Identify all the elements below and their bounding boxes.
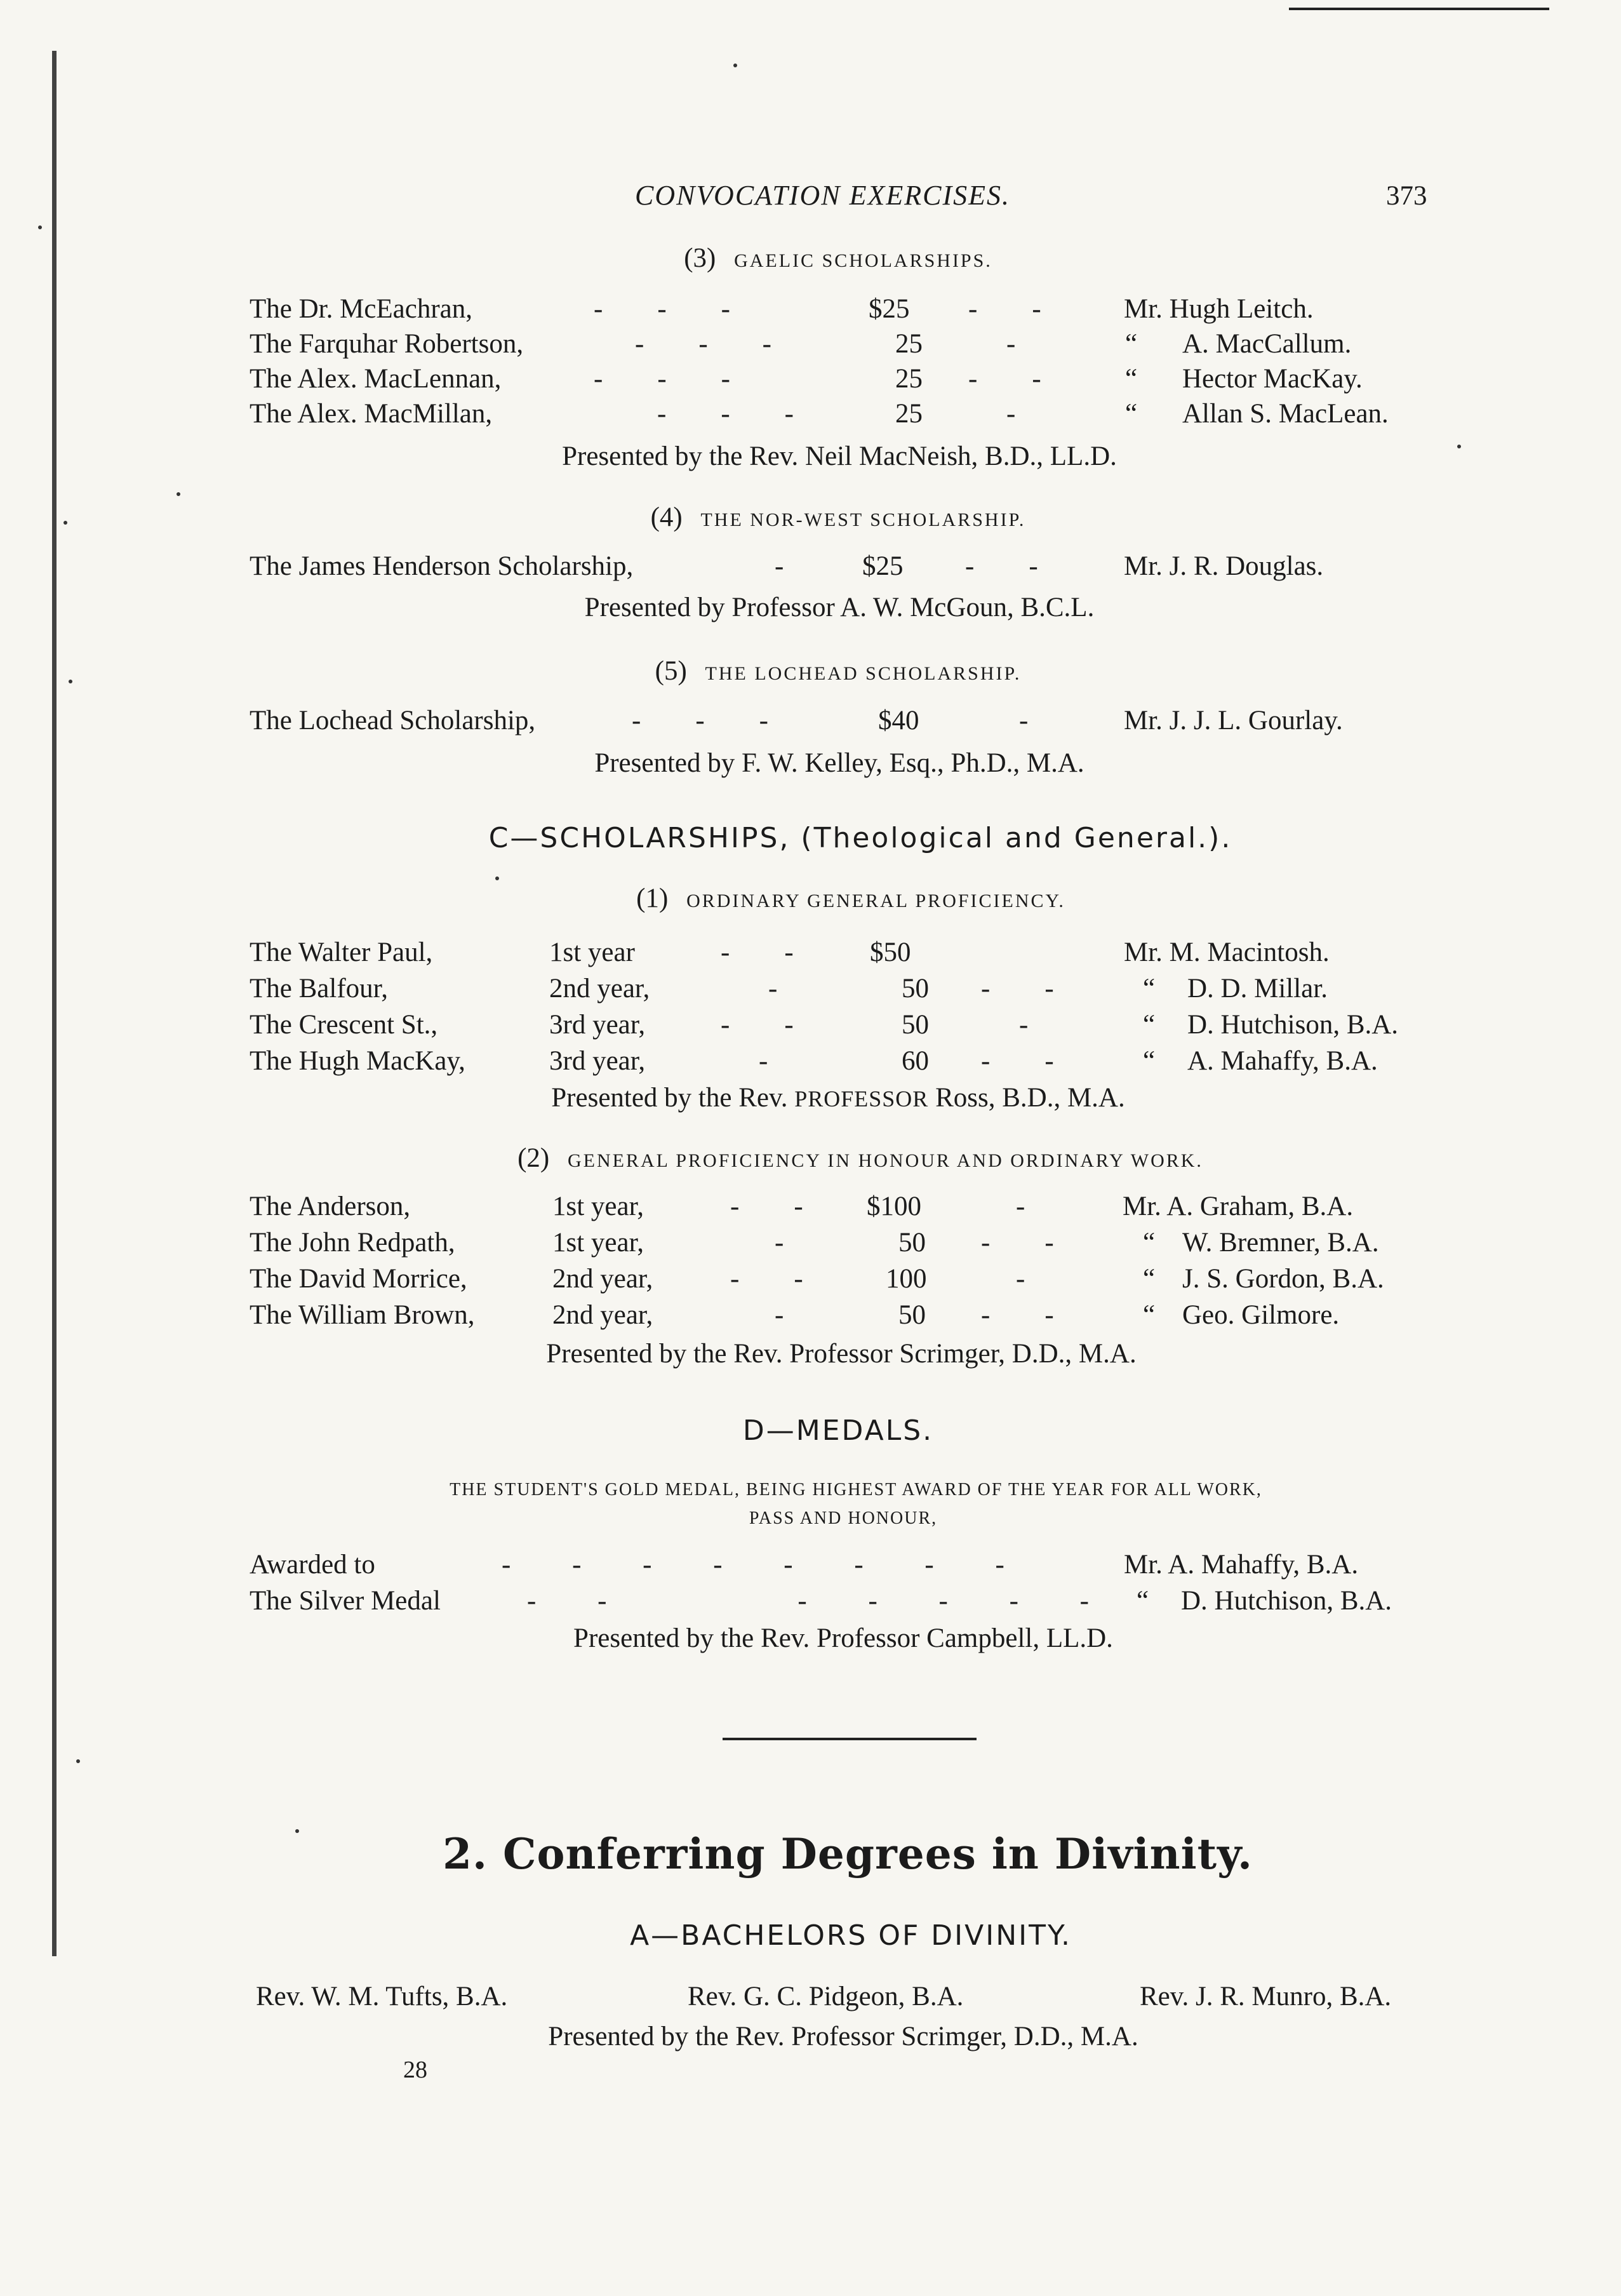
norwest-heading bbox=[651, 504, 1026, 531]
ditto-mark: “ bbox=[1143, 1300, 1156, 1330]
leader-dots: - bbox=[1019, 1010, 1029, 1040]
scholarship-name: The Alex. MacMillan, bbox=[250, 399, 493, 429]
degree-recipient: Rev. J. R. Munro, B.A. bbox=[1140, 1982, 1392, 2011]
ditto-mark: “ bbox=[1143, 1010, 1156, 1040]
amount: 60 bbox=[902, 1046, 929, 1076]
scholarship-name: The Anderson, bbox=[250, 1192, 411, 1221]
ditto-mark: “ bbox=[1125, 329, 1138, 359]
margin-speck bbox=[1457, 445, 1461, 448]
leader-dots: - - bbox=[981, 1300, 1054, 1330]
scholarship-name: The John Redpath, bbox=[250, 1228, 455, 1258]
margin-speck bbox=[295, 1829, 299, 1833]
leader-dots: - - bbox=[968, 364, 1041, 394]
margin-speck bbox=[495, 876, 499, 880]
ditto-mark: “ bbox=[1125, 364, 1138, 394]
scholarship-name: The Hugh MacKay, bbox=[250, 1046, 465, 1076]
leader-dots: - - - bbox=[594, 364, 730, 394]
year: 2nd year, bbox=[552, 1264, 653, 1294]
ditto-mark: “ bbox=[1143, 1046, 1156, 1076]
recipient: Mr. A. Graham, B.A. bbox=[1123, 1192, 1354, 1221]
leader-dots: - - bbox=[981, 974, 1054, 1004]
year: 1st year, bbox=[552, 1228, 644, 1258]
ditto-mark: “ bbox=[1137, 1586, 1149, 1616]
presented-by: Presented by the Rev. Professor Scrimger, D.D., M.A. bbox=[546, 1339, 1137, 1369]
recipient: Allan S. MacLean. bbox=[1182, 399, 1389, 429]
scholarship-name: The David Morrice, bbox=[250, 1264, 467, 1294]
leader-dots: - - - - - - - - bbox=[502, 1550, 1004, 1580]
leader-dots: - bbox=[775, 551, 784, 581]
margin-speck bbox=[76, 1759, 80, 1763]
scholarship-name: The Dr. McEachran, bbox=[250, 294, 473, 324]
gaelic-heading bbox=[684, 245, 992, 272]
section-d-title: D—MEDALS. bbox=[742, 1414, 934, 1447]
leader-dots: - bbox=[1016, 1192, 1025, 1221]
scholarship-name: The Alex. MacLennan, bbox=[250, 364, 502, 394]
page-number: 373 bbox=[1386, 181, 1427, 211]
year: 1st year bbox=[549, 937, 635, 967]
presented-by: Presented by Professor A. W. McGoun, B.C.L. bbox=[584, 593, 1095, 622]
heading-label: THE NOR-WEST SCHOLARSHIP. bbox=[700, 509, 1026, 530]
year: 3rd year, bbox=[549, 1010, 646, 1040]
ditto-mark: “ bbox=[1143, 974, 1156, 1004]
amount: $50 bbox=[870, 937, 911, 967]
amount: 25 bbox=[895, 399, 923, 429]
margin-speck bbox=[733, 64, 737, 67]
section-c-title: C—SCHOLARSHIPS, (Theological and General.). bbox=[488, 822, 1232, 854]
recipient: Geo. Gilmore. bbox=[1182, 1300, 1340, 1330]
amount: 100 bbox=[886, 1264, 927, 1294]
leader-dots: - bbox=[1006, 399, 1016, 429]
medal-description: THE STUDENT'S GOLD MEDAL, BEING HIGHEST AWARD OF THE YEAR FOR ALL WORK, bbox=[450, 1480, 1262, 1500]
margin-speck bbox=[177, 492, 180, 496]
presented-by bbox=[551, 1084, 1124, 1111]
heading-number: (3) bbox=[684, 243, 716, 273]
scholarship-name: The Lochead Scholarship, bbox=[250, 706, 536, 735]
honour-heading bbox=[517, 1145, 1203, 1172]
year: 3rd year, bbox=[549, 1046, 646, 1076]
scholarship-name: The Balfour, bbox=[250, 974, 388, 1004]
recipient: Hector MacKay. bbox=[1182, 364, 1363, 394]
lochead-heading bbox=[655, 657, 1022, 685]
recipient: Mr. M. Macintosh. bbox=[1124, 937, 1330, 967]
leader-dots: - bbox=[768, 974, 778, 1004]
leader-dots: - - - bbox=[632, 706, 768, 735]
recipient: A. Mahaffy, B.A. bbox=[1187, 1046, 1378, 1076]
recipient: Mr. J. J. L. Gourlay. bbox=[1124, 706, 1343, 735]
ditto-mark: “ bbox=[1143, 1228, 1156, 1258]
ditto-mark: “ bbox=[1143, 1264, 1156, 1294]
section-2-title: 2. Conferring Degrees in Divinity. bbox=[443, 1829, 1253, 1879]
recipient: Mr. J. R. Douglas. bbox=[1124, 551, 1324, 581]
running-title: CONVOCATION EXERCISES. bbox=[635, 180, 1011, 211]
section-2-subtitle: A—BACHELORS OF DIVINITY. bbox=[630, 1919, 1072, 1952]
scholarship-name: The Crescent St., bbox=[250, 1010, 438, 1040]
amount: 50 bbox=[902, 974, 929, 1004]
recipient: Mr. Hugh Leitch. bbox=[1124, 294, 1314, 324]
heading-number: (4) bbox=[650, 502, 683, 532]
heading-number: (5) bbox=[655, 656, 687, 686]
top-edge-line bbox=[1289, 8, 1549, 10]
recipient: D. Hutchison, B.A. bbox=[1181, 1586, 1392, 1616]
leader-dots: - - bbox=[981, 1228, 1054, 1258]
year: 2nd year, bbox=[549, 974, 650, 1004]
recipient: D. D. Millar. bbox=[1187, 974, 1328, 1004]
scholarship-name: The Farquhar Robertson, bbox=[250, 329, 524, 359]
year: 2nd year, bbox=[552, 1300, 653, 1330]
ditto-mark: “ bbox=[1125, 399, 1138, 429]
leader-dots: - - - bbox=[657, 399, 794, 429]
amount: 50 bbox=[898, 1300, 926, 1330]
leader-dots: - bbox=[775, 1228, 784, 1258]
leader-dots: - - bbox=[730, 1264, 803, 1294]
scholarship-name: The Walter Paul, bbox=[250, 937, 433, 967]
signature-mark: 28 bbox=[403, 2057, 427, 2083]
leader-dots: - - bbox=[968, 294, 1041, 324]
heading-number: (1) bbox=[636, 883, 669, 913]
scholarship-name: The William Brown, bbox=[250, 1300, 475, 1330]
leader-dots: - - bbox=[721, 1010, 794, 1040]
medal-name: The Silver Medal bbox=[250, 1586, 441, 1616]
recipient: W. Bremner, B.A. bbox=[1182, 1228, 1379, 1258]
recipient: Mr. A. Mahaffy, B.A. bbox=[1124, 1550, 1359, 1580]
scholarship-name: The James Henderson Scholarship, bbox=[250, 551, 634, 581]
degree-recipient: Rev. W. M. Tufts, B.A. bbox=[256, 1982, 508, 2011]
recipient: J. S. Gordon, B.A. bbox=[1182, 1264, 1384, 1294]
amount: 25 bbox=[895, 364, 923, 394]
presented-by: Presented by F. W. Kelley, Esq., Ph.D., M.A. bbox=[594, 748, 1084, 778]
presented-suffix: Ross, B.D., M.A. bbox=[935, 1083, 1125, 1113]
leader-dots: - - - bbox=[635, 329, 771, 359]
presented-by: Presented by the Rev. Neil MacNeish, B.D., LL.D. bbox=[562, 441, 1117, 471]
amount: 50 bbox=[902, 1010, 929, 1040]
amount: 50 bbox=[898, 1228, 926, 1258]
presented-prefix: Presented by the Rev. bbox=[551, 1083, 788, 1113]
margin-speck bbox=[69, 680, 72, 683]
section-divider bbox=[723, 1738, 977, 1740]
amount: $40 bbox=[878, 706, 919, 735]
binding-edge-line bbox=[52, 51, 57, 1956]
margin-speck bbox=[63, 521, 67, 525]
heading-label: THE LOCHEAD SCHOLARSHIP. bbox=[705, 663, 1022, 684]
leader-dots: - - bbox=[721, 937, 794, 967]
year: 1st year, bbox=[552, 1192, 644, 1221]
presented-by: Presented by the Rev. Professor Campbell, LL.D. bbox=[573, 1623, 1113, 1653]
leader-dots: - bbox=[1019, 706, 1029, 735]
presented-professor: PROFESSOR bbox=[794, 1086, 929, 1111]
amount: $25 bbox=[869, 294, 910, 324]
leader-dots: - - - bbox=[594, 294, 730, 324]
ordinary-heading bbox=[636, 885, 1065, 912]
leader-dots: - bbox=[775, 1300, 784, 1330]
heading-label: GAELIC SCHOLARSHIPS. bbox=[734, 250, 992, 271]
recipient: D. Hutchison, B.A. bbox=[1187, 1010, 1399, 1040]
amount: 25 bbox=[895, 329, 923, 359]
leader-dots: - bbox=[1006, 329, 1016, 359]
leader-dots: - - bbox=[965, 551, 1038, 581]
leader-dots: - - - - - - - bbox=[527, 1586, 1089, 1616]
amount: $100 bbox=[867, 1192, 921, 1221]
amount: $25 bbox=[862, 551, 904, 581]
leader-dots: - - bbox=[730, 1192, 803, 1221]
medal-name: Awarded to bbox=[250, 1550, 375, 1580]
heading-label: ORDINARY GENERAL PROFICIENCY. bbox=[686, 890, 1065, 911]
presented-by: Presented by the Rev. Professor Scrimger, D.D., M.A. bbox=[548, 2022, 1138, 2051]
degree-recipient: Rev. G. C. Pidgeon, B.A. bbox=[688, 1982, 964, 2011]
recipient: A. MacCallum. bbox=[1182, 329, 1352, 359]
heading-number: (2) bbox=[517, 1143, 550, 1173]
leader-dots: - - bbox=[981, 1046, 1054, 1076]
leader-dots: - bbox=[759, 1046, 768, 1076]
heading-label: GENERAL PROFICIENCY IN HONOUR AND ORDINARY WORK. bbox=[567, 1150, 1203, 1171]
medal-description-cont: PASS AND HONOUR, bbox=[749, 1508, 938, 1528]
leader-dots: - bbox=[1016, 1264, 1025, 1294]
margin-speck bbox=[38, 225, 42, 229]
